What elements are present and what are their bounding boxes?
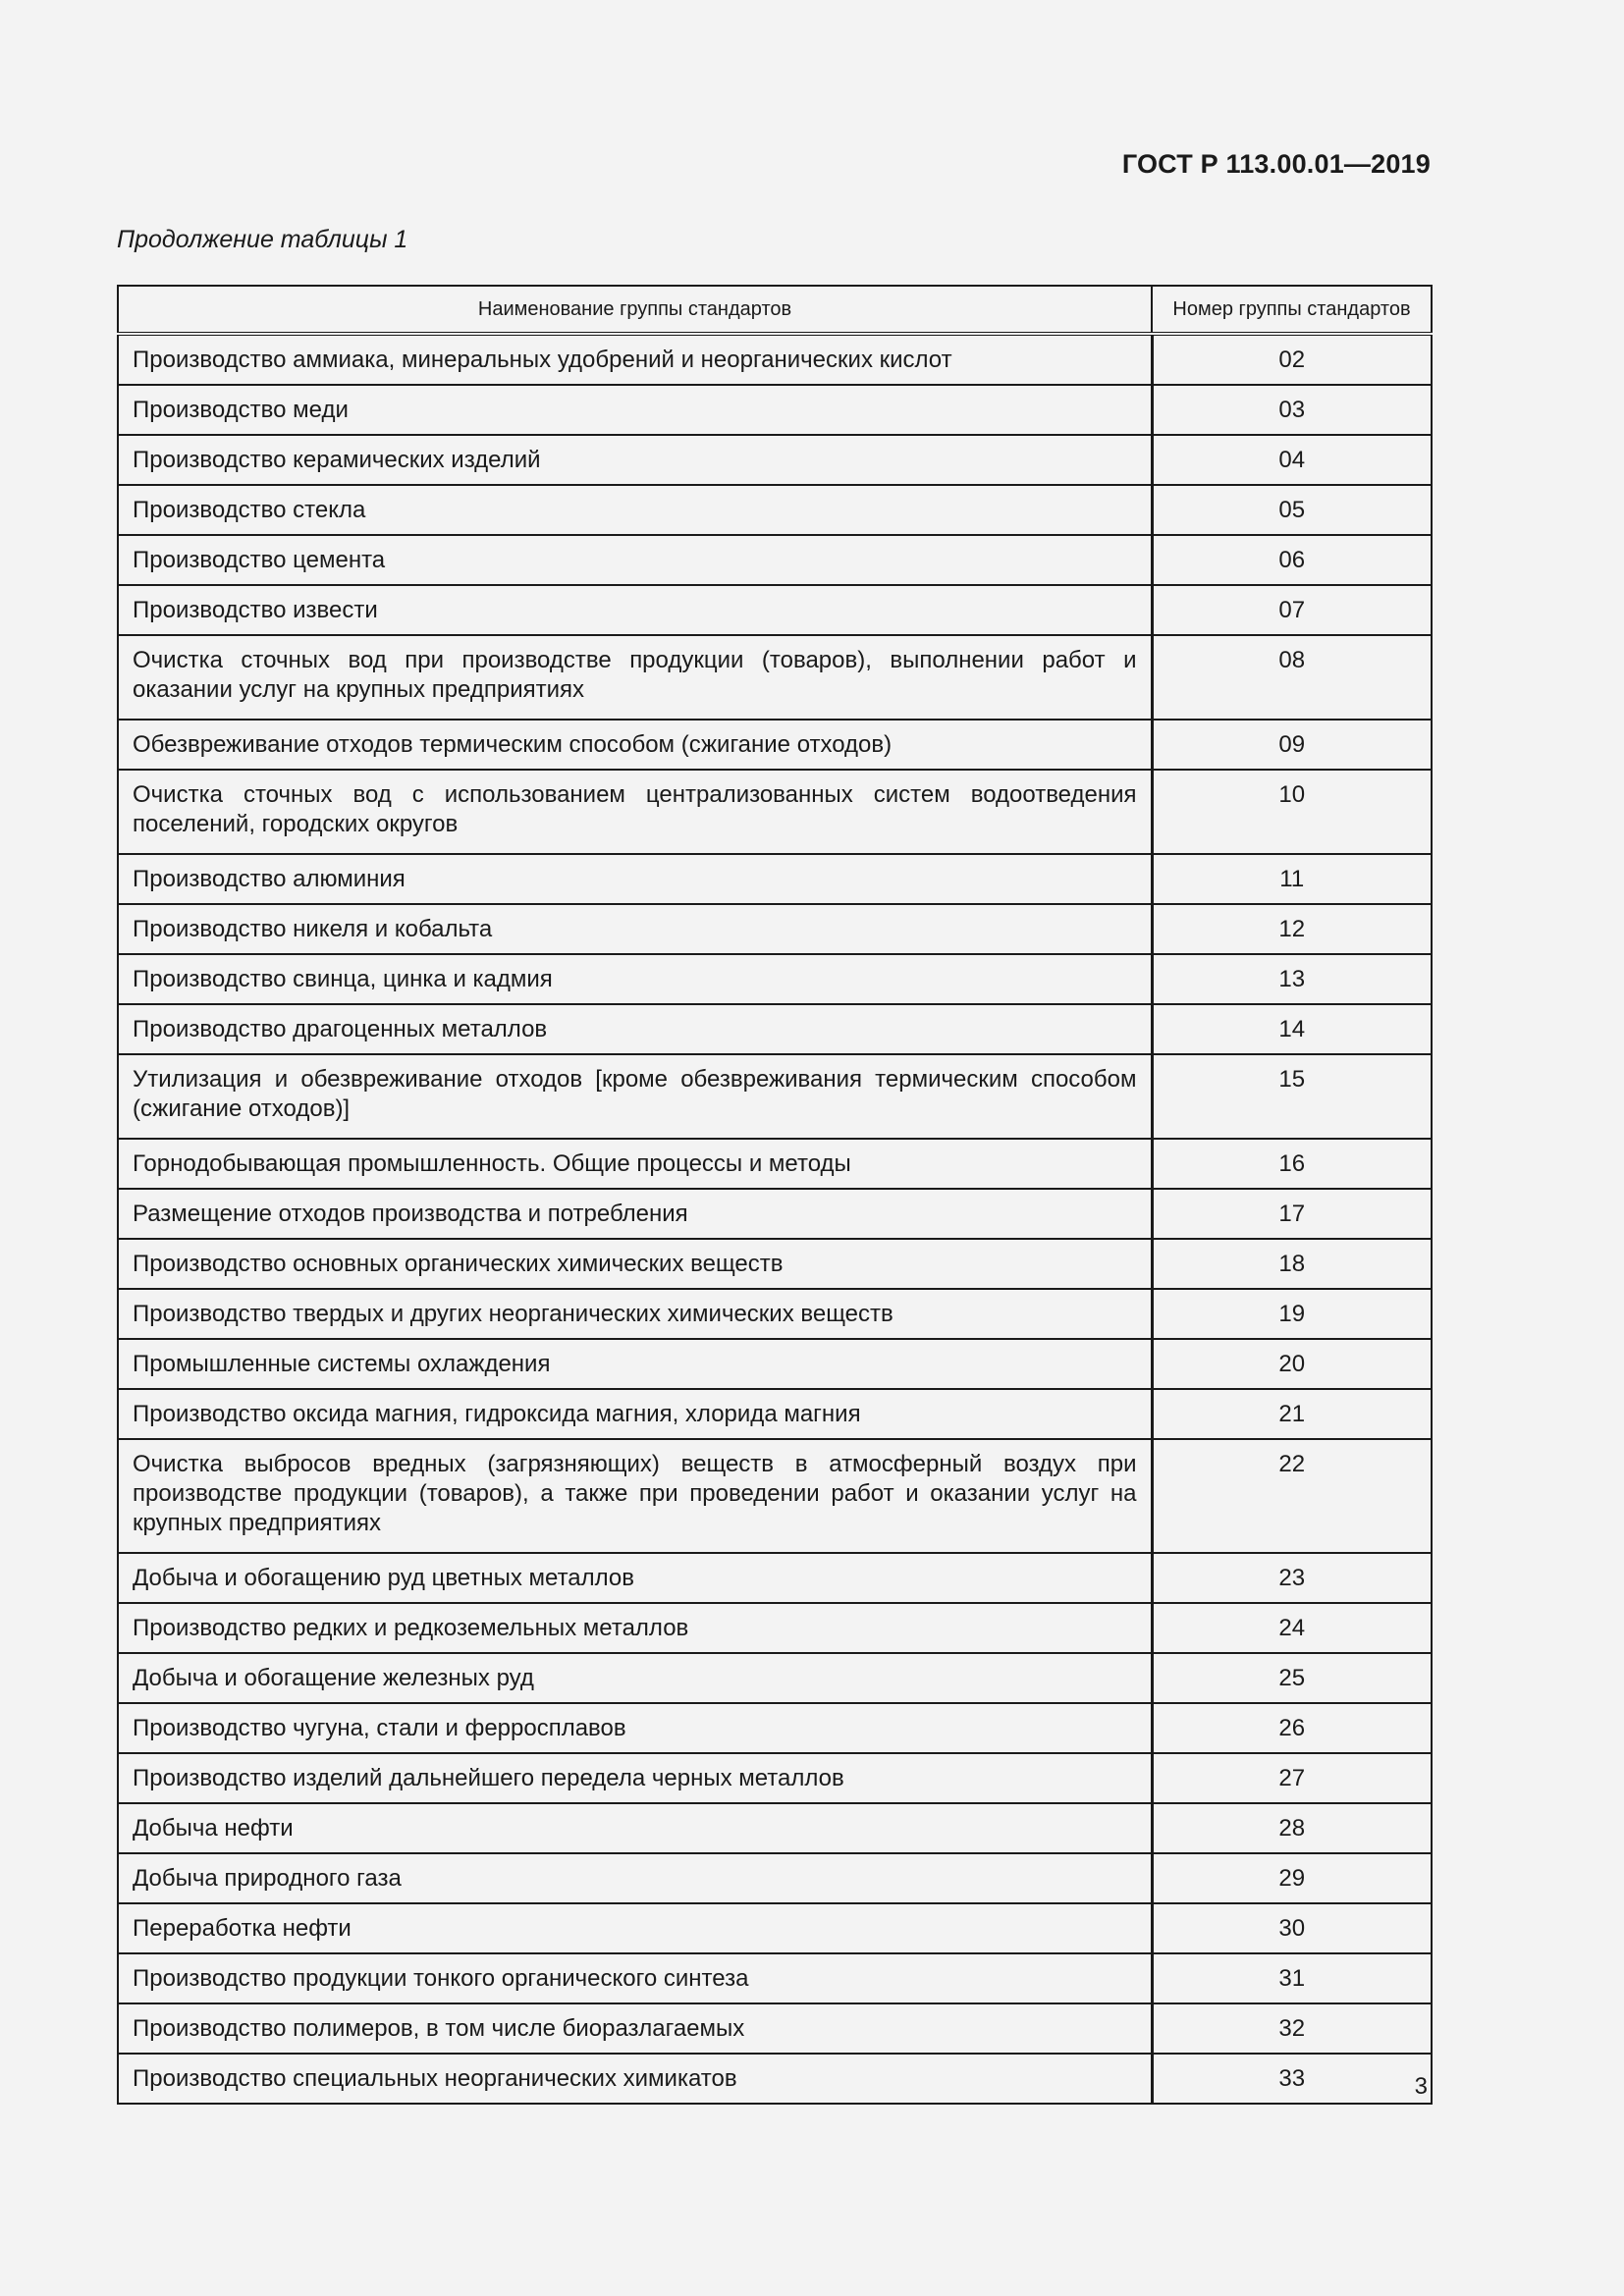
group-number-cell: 19 bbox=[1152, 1289, 1432, 1339]
table-row bbox=[118, 635, 1432, 720]
table-row bbox=[118, 854, 1432, 904]
table-row bbox=[118, 1653, 1432, 1703]
group-number-cell: 05 bbox=[1152, 485, 1432, 535]
group-number-cell: 06 bbox=[1152, 535, 1432, 585]
table-row bbox=[118, 1439, 1432, 1553]
table-row bbox=[118, 770, 1432, 854]
table-row bbox=[118, 1603, 1432, 1653]
group-name-cell: Добыча нефти bbox=[118, 1803, 1152, 1853]
group-name-cell: Очистка сточных вод с использованием централизованных систем водоотведения поселений, городских округов bbox=[118, 770, 1152, 854]
group-name-cell: Производство драгоценных металлов bbox=[118, 1004, 1152, 1054]
group-number-cell: 29 bbox=[1152, 1853, 1432, 1903]
group-number-cell: 15 bbox=[1152, 1054, 1432, 1139]
table-continuation-caption: Продолжение таблицы 1 bbox=[117, 226, 408, 253]
group-number-cell: 25 bbox=[1152, 1653, 1432, 1703]
group-name-cell: Горнодобывающая промышленность. Общие процессы и методы bbox=[118, 1139, 1152, 1189]
group-number-cell: 02 bbox=[1152, 334, 1432, 385]
group-name-cell: Производство продукции тонкого органического синтеза bbox=[118, 1953, 1152, 2003]
group-number-cell: 16 bbox=[1152, 1139, 1432, 1189]
group-name-cell: Производство оксида магния, гидроксида магния, хлорида магния bbox=[118, 1389, 1152, 1439]
group-name-cell: Промышленные системы охлаждения bbox=[118, 1339, 1152, 1389]
group-number-cell: 22 bbox=[1152, 1439, 1432, 1553]
table-row bbox=[118, 334, 1432, 385]
table-row bbox=[118, 1953, 1432, 2003]
table-row bbox=[118, 1703, 1432, 1753]
table-row bbox=[118, 1289, 1432, 1339]
table-row bbox=[118, 1853, 1432, 1903]
group-name-cell: Производство алюминия bbox=[118, 854, 1152, 904]
group-name-cell: Добыча и обогащение железных руд bbox=[118, 1653, 1152, 1703]
table-row bbox=[118, 485, 1432, 535]
group-name-cell: Производство основных органических химических веществ bbox=[118, 1239, 1152, 1289]
group-number-cell: 12 bbox=[1152, 904, 1432, 954]
table-row bbox=[118, 435, 1432, 485]
group-name-cell: Размещение отходов производства и потребления bbox=[118, 1189, 1152, 1239]
group-number-cell: 33 bbox=[1152, 2054, 1432, 2104]
group-number-cell: 07 bbox=[1152, 585, 1432, 635]
table-row bbox=[118, 535, 1432, 585]
column-header-group-name: Наименование группы стандартов bbox=[118, 286, 1152, 334]
group-name-cell: Производство аммиака, минеральных удобрений и неорганических кислот bbox=[118, 334, 1152, 385]
table-row bbox=[118, 904, 1432, 954]
group-name-cell: Добыча и обогащению руд цветных металлов bbox=[118, 1553, 1152, 1603]
table-row bbox=[118, 1553, 1432, 1603]
group-name-cell: Производство свинца, цинка и кадмия bbox=[118, 954, 1152, 1004]
table-body bbox=[118, 334, 1432, 2104]
group-name-cell: Производство цемента bbox=[118, 535, 1152, 585]
group-number-cell: 28 bbox=[1152, 1803, 1432, 1853]
group-number-cell: 18 bbox=[1152, 1239, 1432, 1289]
group-name-cell: Производство специальных неорганических химикатов bbox=[118, 2054, 1152, 2104]
group-name-cell: Добыча природного газа bbox=[118, 1853, 1152, 1903]
group-number-cell: 26 bbox=[1152, 1703, 1432, 1753]
column-header-group-number: Номер группы стандартов bbox=[1152, 286, 1432, 334]
document-code: ГОСТ Р 113.00.01—2019 bbox=[1121, 149, 1431, 179]
group-name-cell: Производство извести bbox=[118, 585, 1152, 635]
table-row bbox=[118, 1753, 1432, 1803]
table-row bbox=[118, 1903, 1432, 1953]
group-number-cell: 13 bbox=[1152, 954, 1432, 1004]
group-name-cell: Утилизация и обезвреживание отходов [кроме обезвреживания термическим способом (сжигание отходов)] bbox=[118, 1054, 1152, 1139]
table-row bbox=[118, 2054, 1432, 2104]
group-number-cell: 11 bbox=[1152, 854, 1432, 904]
table-row bbox=[118, 1239, 1432, 1289]
table-header-row bbox=[118, 286, 1432, 334]
group-name-cell: Обезвреживание отходов термическим способом (сжигание отходов) bbox=[118, 720, 1152, 770]
group-number-cell: 17 bbox=[1152, 1189, 1432, 1239]
group-name-cell: Переработка нефти bbox=[118, 1903, 1152, 1953]
table-row bbox=[118, 2003, 1432, 2054]
table-row bbox=[118, 1389, 1432, 1439]
table-row bbox=[118, 1004, 1432, 1054]
group-number-cell: 20 bbox=[1152, 1339, 1432, 1389]
group-name-cell: Очистка сточных вод при производстве продукции (товаров), выполнении работ и оказании услуг на крупных предприятиях bbox=[118, 635, 1152, 720]
group-number-cell: 08 bbox=[1152, 635, 1432, 720]
standards-groups-table bbox=[117, 285, 1433, 2105]
group-name-cell: Производство полимеров, в том числе биоразлагаемых bbox=[118, 2003, 1152, 2054]
group-number-cell: 27 bbox=[1152, 1753, 1432, 1803]
group-number-cell: 03 bbox=[1152, 385, 1432, 435]
group-number-cell: 24 bbox=[1152, 1603, 1432, 1653]
table-row bbox=[118, 585, 1432, 635]
group-name-cell: Производство твердых и других неорганических химических веществ bbox=[118, 1289, 1152, 1339]
group-number-cell: 09 bbox=[1152, 720, 1432, 770]
group-number-cell: 14 bbox=[1152, 1004, 1432, 1054]
group-name-cell: Производство меди bbox=[118, 385, 1152, 435]
group-name-cell: Производство чугуна, стали и ферросплавов bbox=[118, 1703, 1152, 1753]
table-row bbox=[118, 720, 1432, 770]
group-name-cell: Производство изделий дальнейшего передела черных металлов bbox=[118, 1753, 1152, 1803]
table-row bbox=[118, 1054, 1432, 1139]
table-row bbox=[118, 954, 1432, 1004]
group-number-cell: 04 bbox=[1152, 435, 1432, 485]
group-name-cell: Производство керамических изделий bbox=[118, 435, 1152, 485]
group-name-cell: Производство стекла bbox=[118, 485, 1152, 535]
page-number: 3 bbox=[1414, 2073, 1428, 2100]
group-name-cell: Производство никеля и кобальта bbox=[118, 904, 1152, 954]
table-row bbox=[118, 1189, 1432, 1239]
group-number-cell: 32 bbox=[1152, 2003, 1432, 2054]
group-number-cell: 10 bbox=[1152, 770, 1432, 854]
table-row bbox=[118, 1339, 1432, 1389]
table-row bbox=[118, 385, 1432, 435]
group-name-cell: Очистка выбросов вредных (загрязняющих) веществ в атмосферный воздух при производстве продукции (товаров), а также при проведении работ и оказании услуг на крупных предприятиях bbox=[118, 1439, 1152, 1553]
group-number-cell: 31 bbox=[1152, 1953, 1432, 2003]
table-row bbox=[118, 1139, 1432, 1189]
group-name-cell: Производство редких и редкоземельных металлов bbox=[118, 1603, 1152, 1653]
group-number-cell: 30 bbox=[1152, 1903, 1432, 1953]
group-number-cell: 21 bbox=[1152, 1389, 1432, 1439]
table-row bbox=[118, 1803, 1432, 1853]
group-number-cell: 23 bbox=[1152, 1553, 1432, 1603]
